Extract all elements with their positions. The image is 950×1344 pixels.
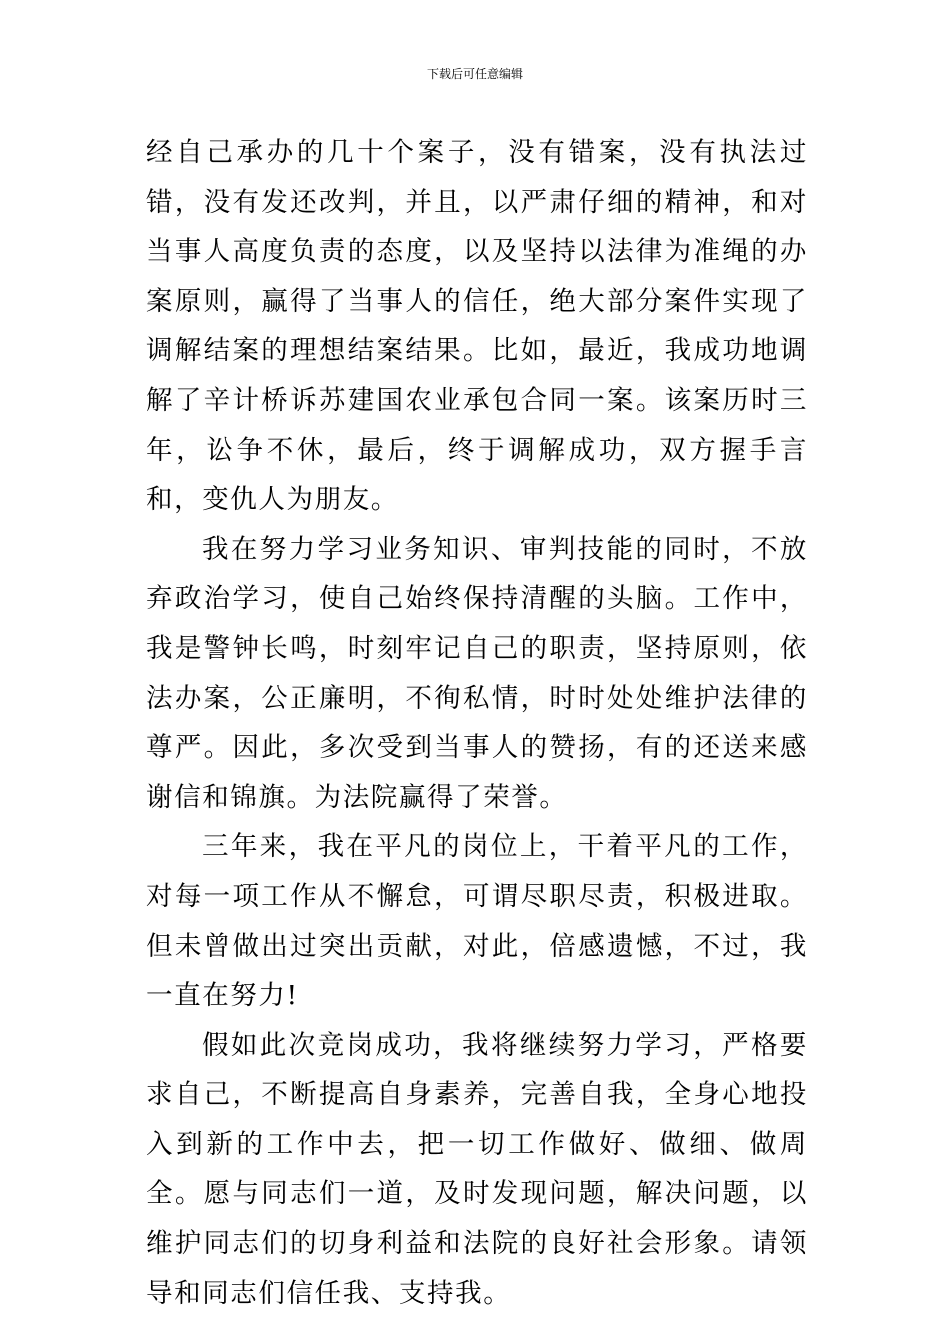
page-header: 下载后可任意编辑 (426, 67, 523, 81)
paragraph-political-study: 我在努力学习业务知识、审判技能的同时，不放弃政治学习，使自己始终保持清醒的头脑。工作中，我是警钟长鸣，时刻牢记自己的职责，坚持原则，依法办案，公正廉明，不徇私情，时时处处维护法律的尊严。因此，多次受到当事人的赞扬，有的还送来感谢信和锦旗。为法院赢得了荣誉。 (146, 533, 808, 813)
paragraph-continuation: 经自己承办的几十个案子，没有错案，没有执法过错，没有发还改判，并且，以严肃仔细的精神，和对当事人高度负责的态度，以及坚持以法律为准绳的办案原则，赢得了当事人的信任，绝大部分案件实现了调解结案的理想结案结果。比如，最近，我成功地调解了辛计桥诉苏建国农业承包合同一案。该案历时三年，讼争不休，最后，终于调解成功，双方握手言和，变仇人为朋友。 (146, 137, 808, 516)
document-body (146, 128, 808, 1318)
paragraph-three-years: 三年来，我在平凡的岗位上，干着平凡的工作，对每一项工作从不懈怠，可谓尽职尽责，积极进取。但未曾做出过突出贡献，对此，倍感遗憾，不过，我一直在努力! (146, 831, 808, 1012)
paragraph-if-successful: 假如此次竞岗成功，我将继续努力学习，严格要求自己，不断提高自身素养，完善自我，全身心地投入到新的工作中去，把一切工作做好、做细、做周全。愿与同志们一道，及时发现问题，解决问题，以维护同志们的切身利益和法院的良好社会形象。请领导和同志们信任我、支持我。 (146, 1029, 808, 1309)
